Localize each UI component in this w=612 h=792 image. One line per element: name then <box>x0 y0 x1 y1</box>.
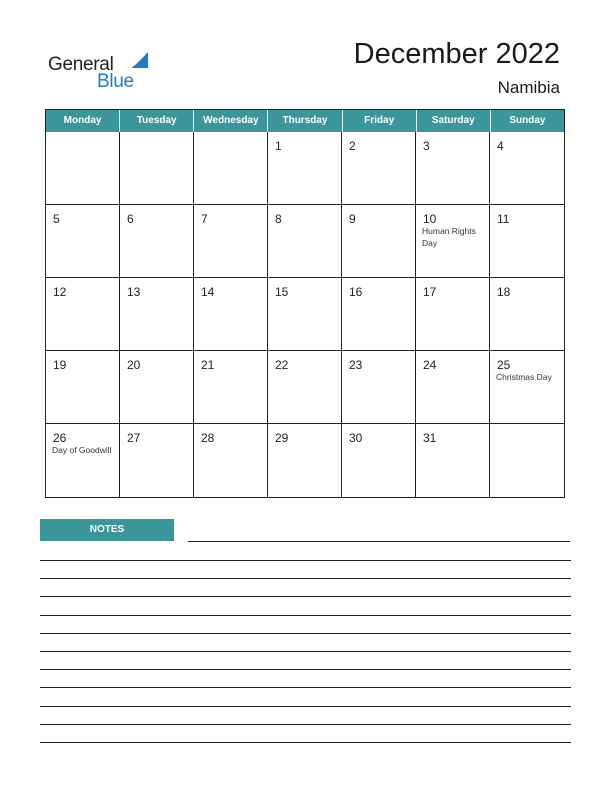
day-cell <box>268 351 342 424</box>
country-subtitle: Namibia <box>497 78 560 97</box>
day-number: 15 <box>275 285 289 299</box>
day-number: 21 <box>201 358 215 372</box>
day-number: 10 <box>423 212 437 226</box>
day-cell <box>342 424 416 497</box>
day-number: 27 <box>127 431 141 445</box>
day-cell <box>194 424 268 497</box>
day-number: 18 <box>497 285 511 299</box>
day-cell <box>268 132 342 205</box>
day-number: 1 <box>275 139 282 153</box>
day-cell <box>342 205 416 278</box>
calendar-grid <box>45 109 565 498</box>
day-number: 14 <box>201 285 215 299</box>
logo-text-blue: Blue <box>97 71 134 92</box>
holiday-label: Day of Goodwill <box>52 445 112 455</box>
weekday-monday: Monday <box>46 110 120 132</box>
weekday-saturday: Saturday <box>417 110 491 132</box>
day-cell <box>490 205 564 278</box>
day-cell <box>120 351 194 424</box>
day-cell <box>416 205 490 278</box>
logo-text-general: General <box>48 54 114 75</box>
day-cell <box>120 424 194 497</box>
day-cell <box>416 278 490 351</box>
day-cells <box>46 132 564 497</box>
day-cell <box>194 132 268 205</box>
holiday-label: Christmas Day <box>496 372 552 382</box>
day-cell <box>268 278 342 351</box>
day-cell <box>490 132 564 205</box>
notes-line <box>40 560 571 561</box>
day-number: 5 <box>53 212 60 226</box>
notes-line <box>40 578 571 579</box>
day-number: 29 <box>275 431 289 445</box>
notes-line <box>40 742 571 743</box>
notes-line <box>40 724 571 725</box>
day-cell <box>416 351 490 424</box>
day-cell <box>342 351 416 424</box>
day-number: 6 <box>127 212 134 226</box>
day-cell <box>194 351 268 424</box>
day-number: 26 <box>53 431 67 445</box>
day-number: 7 <box>201 212 208 226</box>
weekday-tuesday: Tuesday <box>120 110 194 132</box>
notes-line <box>188 541 570 542</box>
day-cell <box>342 278 416 351</box>
day-number: 20 <box>127 358 141 372</box>
day-cell <box>46 132 120 205</box>
day-cell <box>46 205 120 278</box>
day-cell <box>194 205 268 278</box>
day-cell <box>120 205 194 278</box>
notes-line <box>40 669 571 670</box>
notes-label: NOTES <box>40 519 174 541</box>
day-number: 16 <box>349 285 363 299</box>
day-cell <box>416 132 490 205</box>
day-number: 4 <box>497 139 504 153</box>
day-cell <box>268 424 342 497</box>
day-number: 13 <box>127 285 141 299</box>
notes-line <box>40 706 571 707</box>
day-cell <box>490 278 564 351</box>
notes-line <box>40 633 571 634</box>
day-number: 25 <box>497 358 511 372</box>
day-number: 11 <box>497 212 510 226</box>
day-number: 24 <box>423 358 437 372</box>
weekday-wednesday: Wednesday <box>194 110 268 132</box>
notes-line <box>40 615 571 616</box>
logo-mark-icon <box>132 52 148 68</box>
holiday-label: Human Rights Day <box>422 226 476 248</box>
day-number: 17 <box>423 285 437 299</box>
day-number: 9 <box>349 212 356 226</box>
day-number: 8 <box>275 212 282 226</box>
weekday-sunday: Sunday <box>509 115 546 126</box>
day-number: 19 <box>53 358 67 372</box>
day-cell <box>194 278 268 351</box>
day-cell <box>46 351 120 424</box>
day-number: 12 <box>53 285 67 299</box>
weekday-header <box>46 110 564 132</box>
notes-line <box>40 596 571 597</box>
day-cell <box>342 132 416 205</box>
notes-line <box>40 687 571 688</box>
day-cell <box>120 132 194 205</box>
logo <box>48 52 158 92</box>
day-number: 2 <box>349 139 356 153</box>
day-cell <box>490 351 564 424</box>
day-cell <box>46 424 120 497</box>
page-title: December 2022 <box>353 38 560 70</box>
day-number: 22 <box>275 358 289 372</box>
weekday-thursday: Thursday <box>268 110 342 132</box>
day-cell <box>120 278 194 351</box>
weekday-friday: Friday <box>343 110 417 132</box>
day-cell <box>268 205 342 278</box>
day-cell <box>46 278 120 351</box>
day-number: 3 <box>423 139 430 153</box>
day-cell <box>490 424 564 497</box>
day-number: 23 <box>349 358 363 372</box>
day-number: 31 <box>423 431 437 445</box>
day-number: 30 <box>349 431 363 445</box>
notes-line <box>40 651 571 652</box>
day-number: 28 <box>201 431 215 445</box>
day-cell <box>416 424 490 497</box>
